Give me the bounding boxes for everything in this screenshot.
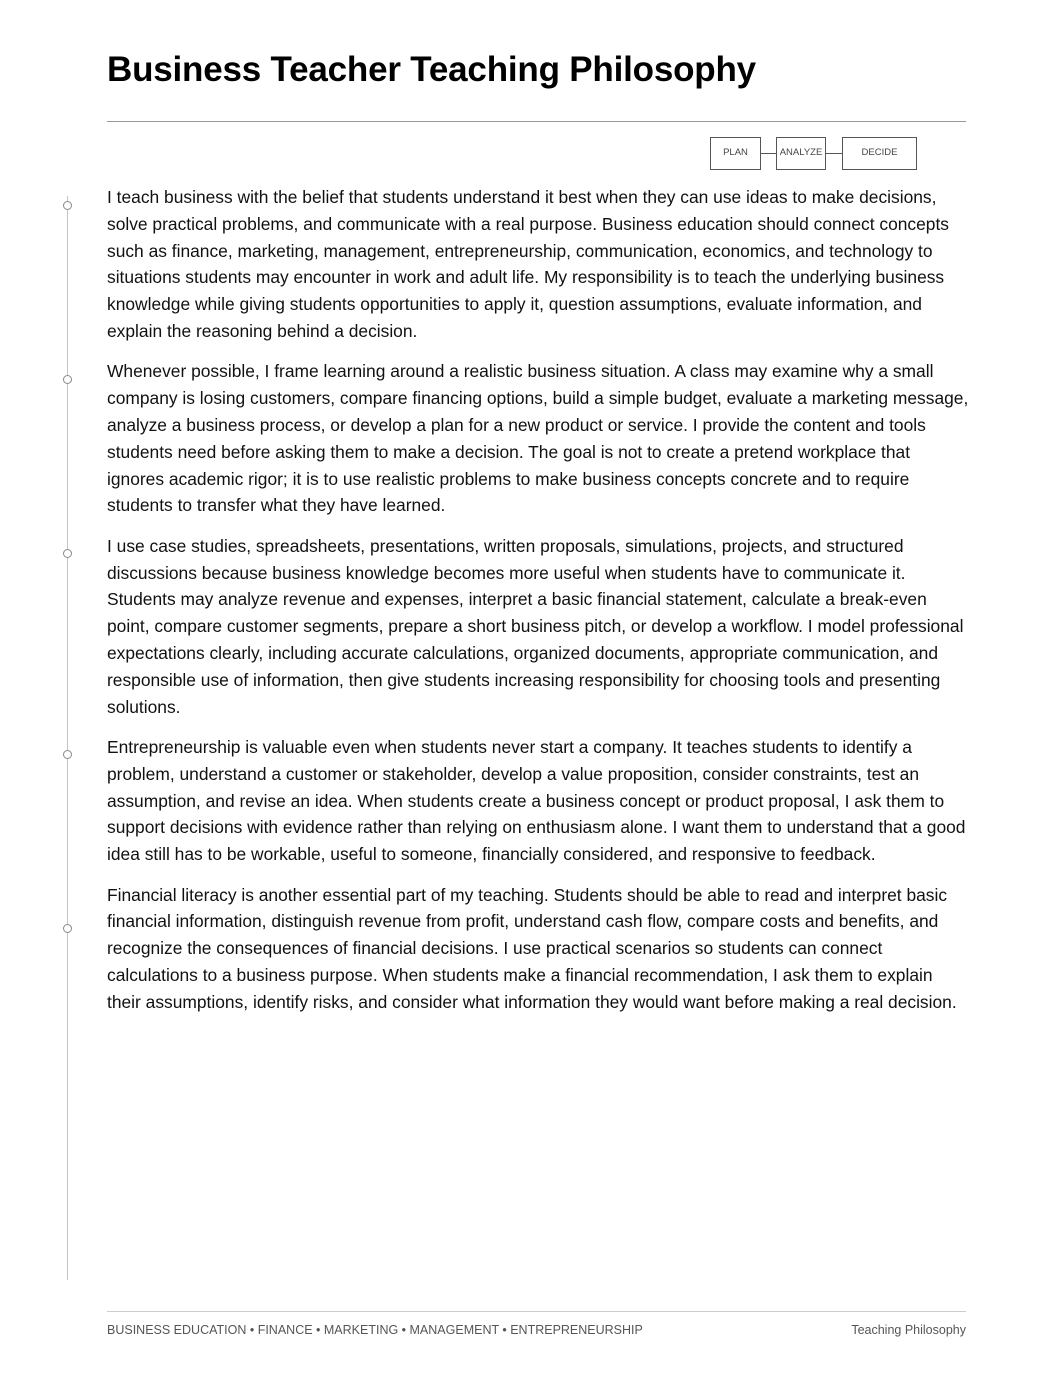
paragraph-approach: I teach business with the belief that students understand it best when they can use ideas to make decisions, solve practical problems, and communicate with a real purpose. Business education should connect concepts such as finance, marketing, management, entrepreneurship, communication, economics, and technology to situations students may encounter in work and adult life. My responsibility is to teach the underlying business knowledge while giving students opportunities to apply it, question assumptions, evaluate information, and explain the reasoning behind a decision. bbox=[107, 187, 949, 341]
flow-connector bbox=[761, 153, 776, 154]
philosophy-body bbox=[107, 184, 971, 1029]
timeline-node bbox=[63, 750, 72, 759]
timeline-rail bbox=[67, 196, 68, 1280]
flow-step-decide: DECIDE bbox=[842, 137, 917, 170]
footer-subject-list: BUSINESS EDUCATION • FINANCE • MARKETING • MANAGEMENT • ENTREPRENEURSHIP bbox=[107, 1323, 643, 1337]
timeline-node bbox=[63, 201, 72, 210]
flow-connector bbox=[826, 153, 842, 154]
footer-document-label: Teaching Philosophy bbox=[851, 1323, 966, 1337]
document-title: Business Teacher Teaching Philosophy bbox=[107, 50, 756, 89]
timeline-node bbox=[63, 375, 72, 384]
timeline-node bbox=[63, 924, 72, 933]
timeline-node bbox=[63, 549, 72, 558]
paragraph-entrepreneurship: Entrepreneurship is valuable even when students never start a company. It teaches students to identify a problem, understand a customer or stakeholder, develop a value proposition, consider constraints, test an assumption, and revise an idea. When students create a business concept or product proposal, I ask them to support decisions with evidence rather than relying on enthusiasm alone. I want them to understand that a good idea still has to be workable, useful to someone, financially considered, and responsive to feedback. bbox=[107, 736, 966, 865]
flow-step-analyze: ANALYZE bbox=[776, 137, 826, 170]
footer-divider bbox=[107, 1311, 966, 1312]
flow-step-plan: PLAN bbox=[710, 137, 761, 170]
paragraph-methods: I use case studies, spreadsheets, presentations, written proposals, simulations, projects, and structured discussions because business knowledge becomes more useful when students have to communicate it. Students may analyze revenue and expenses, interpret a basic financial statement, calculate a break-even point, compare customer segments, prepare a short business pitch, or develop a workflow. I model professional expectations clearly, including accurate calculations, organized documents, appropriate communication, and responsible use of information, then give students increasing responsibility for choosing tools and presenting solutions. bbox=[107, 535, 964, 717]
paragraph-financial-literacy: Financial literacy is another essential part of my teaching. Students should be able to read and interpret basic financial information, distinguish revenue from profit, understand cash flow, compare costs and benefits, and recognize the consequences of financial decisions. I use practical scenarios so students can connect calculations to a business purpose. When students make a financial recommendation, I ask them to explain their assumptions, identify risks, and consider what information they would want before making a real decision. bbox=[107, 884, 957, 1012]
title-divider bbox=[107, 121, 966, 122]
paragraph-realistic-situations: Whenever possible, I frame learning around a realistic business situation. A class may examine why a small company is losing customers, compare financing options, build a simple budget, evaluate a marketing message, analyze a business process, or develop a plan for a new product or service. I provide the content and tools students need before asking them to make a decision. The goal is not to create a pretend workplace that ignores academic rigor; it is to use realistic problems to make business concepts concrete and to require students to transfer what they have learned. bbox=[107, 361, 969, 516]
